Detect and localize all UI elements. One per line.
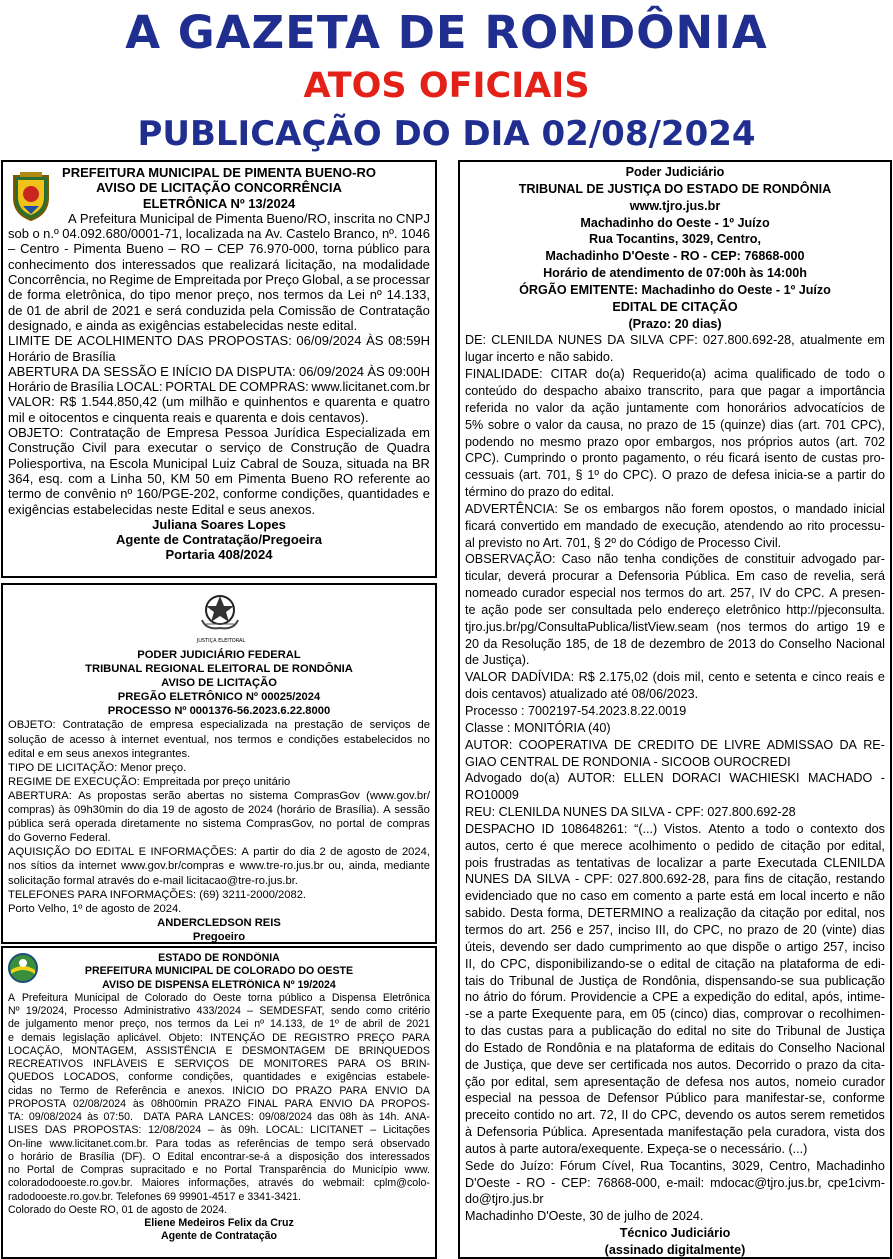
- text-line: On-line www.licitanet.com.br. Para todas as referências de tempo será observado: [8, 1137, 430, 1150]
- text-line: AUTOR: COOPERATIVA DE CREDITO DE LIVRE ADMISSAO DA RE-: [465, 737, 885, 752]
- text-line: OBJETO: Contratação de empresa especializada na prestação de serviços de: [8, 719, 430, 732]
- text-line: NUNES DA SILVA - CPF: 027.800.692-28, para fins de citação, restando: [465, 872, 885, 887]
- heading-line: PREGÃO ELETRÔNICO Nº 00025/2024: [117, 691, 321, 704]
- heading-line: Portaria 408/2024: [165, 547, 273, 563]
- text-line: do Governo Federal.: [8, 832, 111, 845]
- text-line: de Justiça).: [465, 653, 530, 668]
- pimenta-bueno-crest-icon: [10, 170, 52, 222]
- heading-line: Agente de Contratação/Pregoeira: [116, 532, 322, 548]
- text-line: no átrio do fórum. Providencie a CPE a expedição do edital, após, intime-: [465, 990, 885, 1005]
- heading-line: ANDERCLEDSON REIS: [157, 916, 281, 929]
- heading-line: Horário de atendimento de 07:00h às 14:00h: [543, 266, 807, 281]
- text-line: do@tjro.jus.br: [465, 1192, 544, 1207]
- text-line: Porto Velho, 1º de agosto de 2024.: [8, 902, 182, 915]
- text-line: to das custas para a publicação do edital no site do Tribunal de Justiça: [465, 1024, 885, 1039]
- text-line: do Estado de Rondônia e na plataforma de editais do Conselho Nacional: [465, 1040, 885, 1055]
- text-line: Advogado do(a) AUTOR: ELLEN DORACI WACHIESKI MACHADO -: [465, 771, 885, 786]
- heading-line: AVISO DE DISPENSA ELETRÔNICA Nº 19/2024: [102, 978, 336, 991]
- text-line: ticular, deverá procurar a Defensoria Pública. Em caso de revelia, será: [465, 569, 885, 584]
- text-line: Horário de Brasília: [8, 348, 116, 364]
- text-line: conteúdo do despacho abaixo transcrito, para que pagar a importância: [465, 383, 885, 398]
- text-line: 364, esq. com a Linha 50, KM 50 em Pimenta Bueno RO referente ao: [8, 470, 430, 486]
- text-line: al previsto no Art. 701, § 2º do Código de Processo Civil.: [465, 535, 782, 550]
- text-line: ficará convertido em mandado de execução, atendendo ao rito processu-: [465, 518, 885, 533]
- text-line: FINALIDADE: CITAR do(a) Requerido(a) acima qualificado de todo o: [465, 367, 885, 382]
- text-line: Horário de Brasília LOCAL: PORTAL DE COMPRAS: www.licitanet.com.br: [8, 379, 430, 395]
- brazil-coat-of-arms-icon: [196, 590, 244, 636]
- text-line: especial na pessoa de Defensor Público para manifestar-se, conforme: [465, 1091, 885, 1106]
- heading-line: Machadinho do Oeste - 1º Juízo: [580, 215, 770, 230]
- notice-body: [3, 948, 435, 1246]
- text-line: tjro.jus.br/pg/ConsultaPublica/listView.seam (nos termos do artigo 19 e: [465, 619, 885, 634]
- text-line: A Prefeitura Municipal de Colorado do Oeste torna público a Dispensa Eletrônica: [8, 991, 430, 1004]
- notice-pimenta-bueno: [1, 160, 437, 578]
- text-line: radodooeste.ro.gov.br. Telefones 69 99901-4517 e 3341-3421.: [8, 1190, 301, 1203]
- text-line: conhecimento dos interessados que realizará licitação, na modalidade: [8, 256, 430, 272]
- heading-line: Rua Tocantins, 3029, Centro,: [589, 232, 761, 247]
- heading-line: ESTADO DE RONDÔNIA: [158, 952, 280, 964]
- text-line: DE: CLENILDA NUNES DA SILVA CPF: 027.800.692-28, atualmente em: [465, 333, 885, 348]
- crest-caption: JUSTIÇA ELEITORAL: [196, 638, 246, 644]
- text-line: te ação pode ser consultada pelo endereço eletrônico http://pjeconsulta.: [465, 602, 885, 617]
- text-line: Sede do Juízo: Fórum Cível, Rua Tocantins, 3029, Centro, Machadinho: [465, 1158, 885, 1173]
- heading-line: TRIBUNAL DE JUSTIÇA DO ESTADO DE RONDÔNIA: [518, 181, 832, 196]
- text-line: à Defensoria Pública. Apresentada manifestação pela curadora, vista dos: [465, 1125, 885, 1140]
- text-line: ção por edital, sem apresentação de defesa nos autos, nomeio curador: [465, 1074, 885, 1089]
- heading-line: PODER JUDICIÁRIO FEDERAL: [137, 649, 301, 661]
- text-line: nos sítios da internet www.gov.br/compras e www.tre-ro.jus.br ou, ainda, mediante: [8, 860, 430, 873]
- text-line: OBJETO: Contratação de Empresa Pessoa Jurídica Especializada em: [8, 425, 430, 441]
- text-line: evidenciado que no caso em comento a parte está em local incerto e não: [465, 889, 885, 904]
- text-line: solicitação formal através do e-mail licitacao@tre-ro.jus.br.: [8, 874, 298, 887]
- text-line: OBSERVAÇÃO: Caso não tenha condições de constituir advogado par-: [465, 552, 885, 567]
- text-line: sob o n.º 04.092.680/0001-71, localizada na Av. Castelo Branco, nº. 1046: [8, 226, 430, 242]
- heading-line: Agente de Contratação: [161, 1230, 277, 1243]
- heading-line: Poder Judiciário: [625, 165, 725, 179]
- text-line: TELEFONES PARA INFORMAÇÕES: (69) 3211-2000/2082.: [8, 888, 307, 901]
- text-line: REGIME DE EXECUÇÃO: Empreitada por preço unitário: [8, 775, 291, 788]
- heading-line: PREFEITURA MUNICIPAL DE COLORADO DO OESTE: [84, 965, 354, 978]
- text-line: no Portal de Compras supracitado e no Portal Transparência do Município www.: [8, 1164, 430, 1176]
- text-line: coloradodooeste.ro.gov.br. Maiores informações, através do webmail: cplm@colo-: [8, 1177, 430, 1190]
- heading-line: Machadinho D'Oeste - RO - CEP: 76868-000: [545, 249, 805, 264]
- text-line: Machadinho D'Oeste, 30 de julho de 2024.: [465, 1209, 704, 1224]
- text-line: de 01 de abril de 2021 e será conduzida pela Comissão de Contratação: [8, 302, 430, 318]
- text-line: tais do Tribunal de Justiça de Rondônia, dispensando-se sua publicação: [465, 973, 885, 988]
- text-line: termo de convênio nº 160/PGE-202, conforme condições, quantidades e: [8, 486, 430, 502]
- text-line: Construção Civil para executar o serviço de Construção de Quadra: [8, 440, 430, 456]
- text-line: CPC). Cumprindo o pronto pagamento, o réu ficará isento de custas pro-: [465, 451, 885, 466]
- heading-line: ELETRÔNICA Nº 13/2024: [142, 195, 296, 211]
- text-line: VALOR: R$ 1.544.850,42 (um milhão e quinhentos e quarenta e quatro: [8, 394, 430, 410]
- heading-line: www.tjro.jus.br: [629, 198, 721, 213]
- text-line: preceito contido no art. 72, II do CPC, devendo os autos serem remetidos: [465, 1108, 885, 1123]
- heading-line: Juliana Soares Lopes: [152, 516, 286, 532]
- heading-line: Pregoeiro: [192, 930, 246, 943]
- heading-line: (Prazo: 20 dias): [628, 316, 722, 331]
- text-line: TIPO DE LICITAÇÃO: Menor preço.: [8, 761, 187, 774]
- text-line: designado, e ainda as exigências estabelecidas neste edital.: [8, 317, 358, 333]
- heading-line: TRIBUNAL REGIONAL ELEITORAL DE RONDÔNIA: [85, 663, 353, 676]
- text-line: exigências estabelecidas neste Edital e seus anexos.: [8, 501, 316, 517]
- text-line: RECREATIVOS INFLÁVEIS E SERVIÇOS DE MONITORES PARA OS BRIN-: [8, 1058, 430, 1070]
- text-line: Classe : MONITÓRIA (40): [465, 720, 611, 735]
- text-line: autos à parte autora/exequente. Expeça-se o necessário. (...): [465, 1141, 808, 1156]
- text-line: término do prazo do edital.: [465, 485, 615, 500]
- text-line: ABERTURA DA SESSÃO E INÍCIO DA DISPUTA: 06/09/2024 ÀS 09:00H: [8, 363, 430, 379]
- colorado-crest-icon: [7, 952, 39, 984]
- text-line: o horário de Brasília (DF). O Edital encontrar-se-á a disposição dos interessados: [8, 1150, 430, 1163]
- text-line: Concorrência, no Regime de Empreitada por Preço Global, a se processar: [8, 272, 430, 288]
- heading-line: AVISO DE LICITAÇÃO CONCORRÊNCIA: [96, 180, 342, 196]
- heading-line: AVISO DE LICITAÇÃO: [161, 677, 277, 690]
- text-line: edital e em seus anexos integrantes.: [8, 747, 191, 760]
- text-line: AQUISIÇÃO DO EDITAL E INFORMAÇÕES: A partir do dia 2 de agosto de 2024,: [8, 846, 430, 859]
- text-line: pois frustradas as tentativas de localizar a parte Executada CLENILDA: [465, 855, 885, 870]
- notice-body: [460, 162, 890, 1259]
- text-line: II, do CPC, disponibilizando-se o edital de citação na plataforma de edi-: [465, 956, 885, 971]
- notice-tre-rondonia: [1, 583, 437, 944]
- text-line: – Centro - Pimenta Bueno – RO – CEP 76.970-000, torna público para: [8, 241, 430, 257]
- text-line: dois centavos) atualizado até 08/06/2023.: [465, 687, 699, 702]
- text-line: termos do art. 256 e 257, inciso III, do CPC, no prazo de 20 (vinte) dias: [465, 922, 885, 937]
- masthead: [0, 0, 893, 160]
- text-line: LIMITE DE ACOLHIMENTO DAS PROPOSTAS: 06/09/2024 ÀS 08:59H: [8, 333, 430, 349]
- text-line: TA: 09/08/2024 às 07:50. DATA PARA LANCES: 09/08/2024 das 08h às 14h. ANA-: [8, 1111, 430, 1123]
- text-line: compras) às 09h30min do dia 19 de agosto de 2024 (horário de Brasília). A sessão: [8, 804, 430, 817]
- text-line: nomeado curador especial nos termos do art. 257, IV do CPC. A presen-: [465, 586, 885, 601]
- text-line: ABERTURA: As propostas serão abertas no sistema ComprasGov (www.gov.br/: [8, 789, 430, 802]
- text-line: GIAO CENTRAL DE RONDONIA - SICOOB OUROCREDI: [465, 754, 791, 769]
- heading-line: ÓRGÃO EMITENTE: Machadinho do Oeste - 1º Juízo: [519, 282, 831, 297]
- text-line: -se a parte Exequente para, em 05 (cinco) dias, comprovar o recolhimen-: [465, 1007, 885, 1022]
- text-line: D'Oeste - RO - CEP: 76868-000, e-mail: mdocac@tjro.jus.br, cpe1civm-: [465, 1175, 885, 1190]
- publication-date-line: PUBLICAÇÃO DO DIA 02/08/2024: [137, 114, 756, 154]
- heading-line: PROCESSO Nº 0001376-56.2023.6.22.8000: [107, 705, 331, 718]
- heading-line: EDITAL DE CITAÇÃO: [612, 299, 738, 314]
- text-line: ADVERTÊNCIA: Se os embargos não forem opostos, o mandado inicial: [465, 501, 885, 516]
- text-line: LOCAÇÃO, MONTAGEM, ASSISTÊNCIA E DESMONTAGEM DE BRINQUEDOS: [8, 1044, 430, 1057]
- text-line: solução de acesso à internet eventual, nos termos e condições estabelecidos no: [8, 733, 430, 746]
- text-line: lugar incerto e não sabido.: [465, 350, 614, 365]
- heading-line: PREFEITURA MUNICIPAL DE PIMENTA BUENO-RO: [62, 165, 376, 180]
- text-line: de julgamento menor preço, nos termos da Lei nº 14.133, de 1º de abril de 2021: [8, 1018, 430, 1031]
- text-line: cidas no Termo de Referência e anexos. INÍCIO DO PRAZO PARA ENVIO DA: [8, 1084, 430, 1097]
- heading-line: Técnico Judiciário: [619, 1226, 731, 1241]
- text-line: de Justiça, que deve ser certificada nos autos. Decorrido o prazo da cita-: [465, 1057, 885, 1072]
- text-line: autos, certo é que merece acolhimento o pedido de citação por edital,: [465, 838, 885, 853]
- newspaper-title: A GAZETA DE RONDÔNIA: [125, 6, 768, 59]
- notice-tjro-edital-citacao: [458, 160, 892, 1259]
- text-line: 5% sobre o valor da causa, no prazo de 15 (quinze) dias (art. 701 CPC),: [465, 417, 885, 432]
- text-line: podendo no mesmo prazo opor embargos, nos próprios autos (art. 702: [465, 434, 885, 449]
- text-line: REU: CLENILDA NUNES DA SILVA - CPF: 027.800.692-28: [465, 805, 796, 820]
- text-line: QUEDOS LOCADOS, conforme condições, quantidades e exigências estabele-: [8, 1071, 430, 1084]
- text-line: Nº 19/2024, Processo Administrativo 433/2024 – SEMDESFAT, sendo como critério: [8, 1005, 430, 1017]
- notice-body: [3, 646, 435, 944]
- notice-colorado-do-oeste: [1, 946, 437, 1259]
- text-line: LISES DAS PROPOSTAS: 12/08/2024 – às 09h. LOCAL: LICITANET – Licitações: [8, 1124, 430, 1137]
- text-line: Processo : 7002197-54.2023.8.22.0019: [465, 704, 687, 718]
- text-line: A Prefeitura Municipal de Pimenta Bueno/RO, inscrita no CNPJ: [68, 210, 430, 226]
- text-line: sabido. Desta forma, DETERMINO a realização da citação por edital, nos: [465, 906, 885, 921]
- text-line: DESPACHO ID 108648261: “(...) Vistos. Atento a todo o contexto dos: [465, 821, 885, 836]
- section-title: ATOS OFICIAIS: [303, 66, 590, 106]
- text-line: RO10009: [465, 788, 519, 803]
- text-line: PROPOSTA 02/08/2024 às 08h00min PRAZO FINAL PARA ENVIO DA PROPOS-: [8, 1097, 430, 1110]
- text-line: cessuais (art. 701, § 1º do CPC). O prazo de defesa inicia-se a partir do: [465, 468, 885, 483]
- text-line: 20 da Resolução 185, de 18 de dezembro de 2013 do Conselho Nacional: [465, 636, 885, 651]
- heading-line: (assinado digitalmente): [604, 1243, 746, 1257]
- text-line: VALOR DADÍVIDA: R$ 2.175,02 (dois mil, cento e setenta e cinco reais e: [465, 670, 885, 685]
- heading-line: Eliene Medeiros Felix da Cruz: [144, 1217, 294, 1229]
- text-line: pública será operada diretamente no sistema ComprasGov, no portal de compras: [8, 818, 430, 831]
- text-line: Colorado do Oeste RO, 01 de agosto de 2024.: [8, 1203, 228, 1216]
- notice-body: [3, 162, 435, 565]
- text-line: Poliesportiva, na Escola Municipal Luiz Cabral de Souza, situada na BR: [8, 455, 430, 471]
- text-line: de forma eletrônica, do tipo menor preço, nos termos da Lei nº 14.133,: [8, 287, 430, 303]
- text-line: e demais legislação aplicável. Objeto: INTENÇÃO DE REGISTRO PREÇO PARA: [8, 1031, 430, 1044]
- text-line: úteis, devendo ser dado cumprimento ao que dispõe o artigo 257, inciso: [465, 939, 885, 954]
- text-line: referida no valor da ação juntamente com honorários advocatícios de: [465, 400, 885, 415]
- text-line: mil e oitocentos e cinquenta reais e quarenta e dois centavos).: [8, 409, 369, 425]
